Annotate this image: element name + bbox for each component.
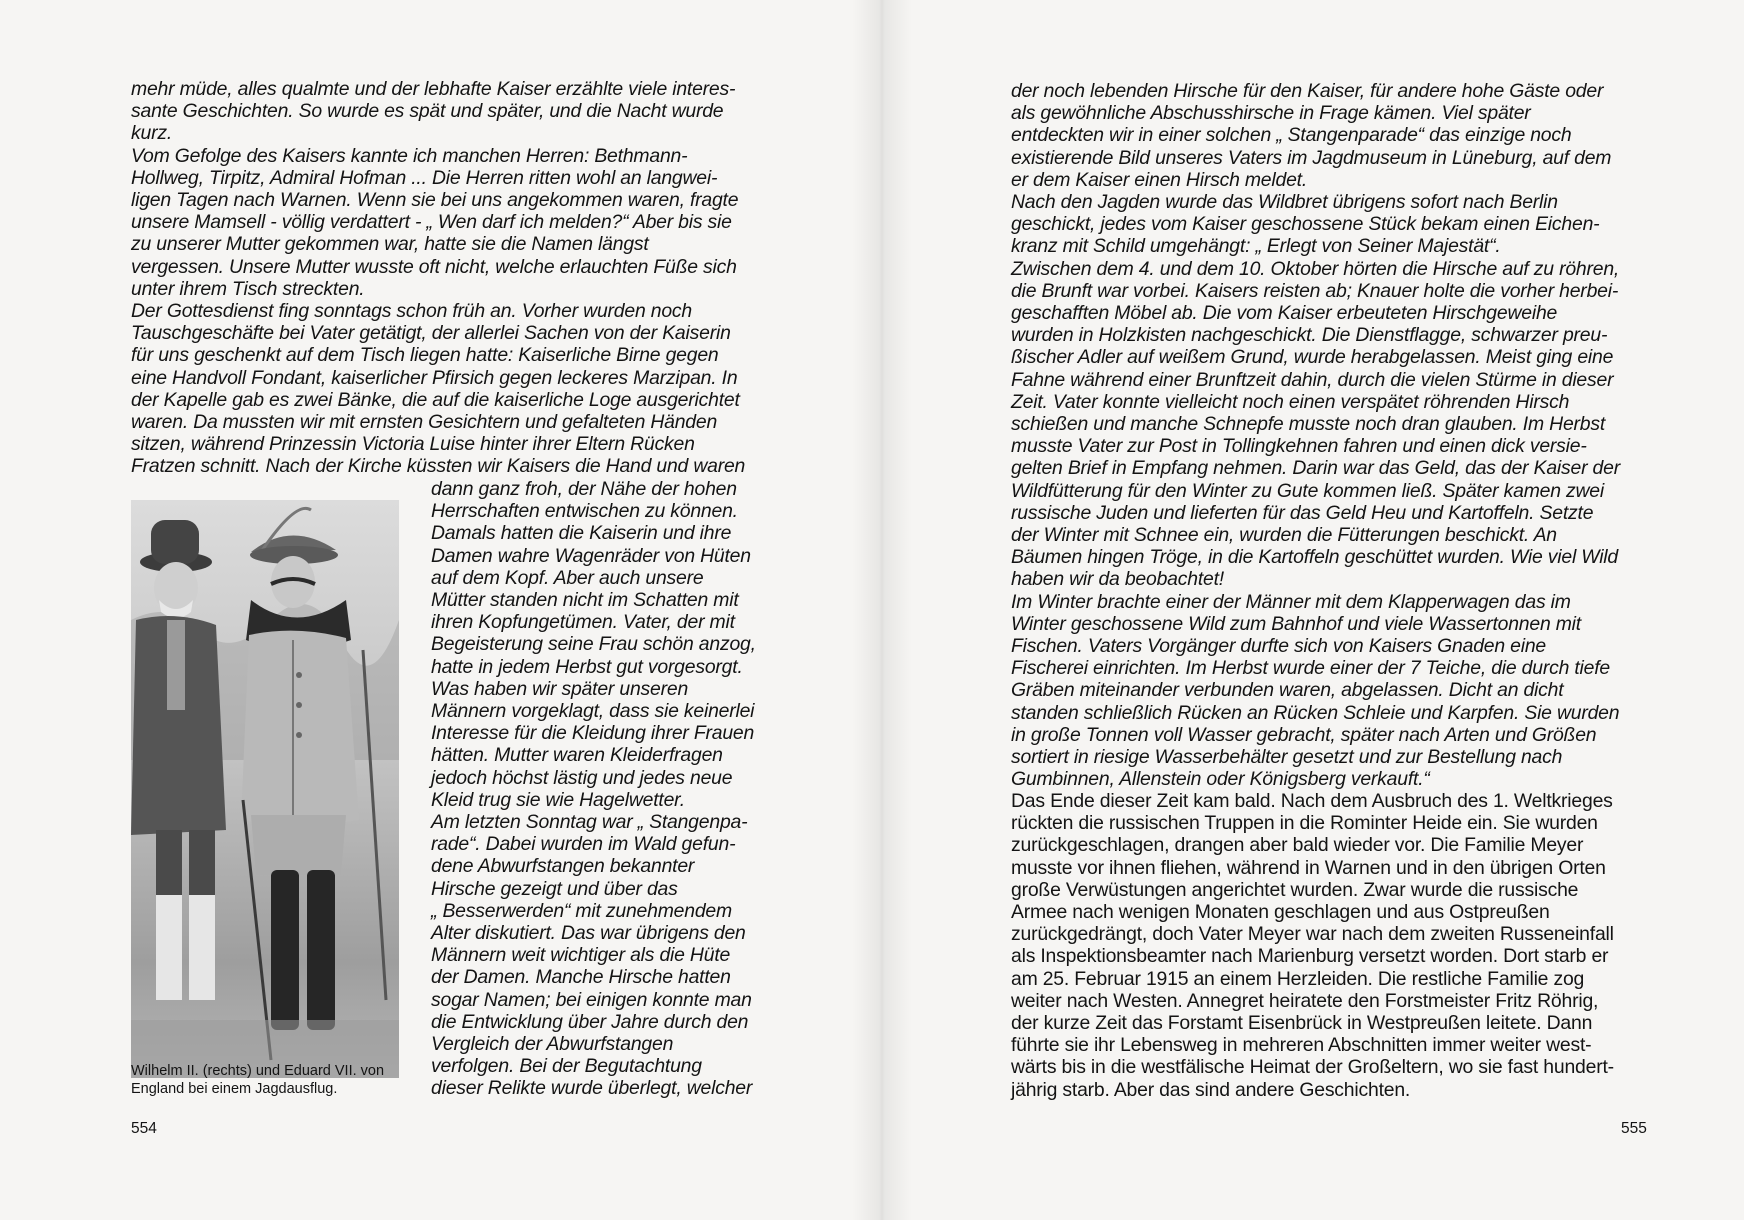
left-page-text-top: mehr müde, alles qualmte und der lebhafte Kaiser erzählte viele interes- sante Geschichten. So wurde es spät und später, und die Nacht wurde kurz. Vom Gefolge des Kaisers kannte ich manchen Herren: Bethmann- Hollweg, Tirpitz, Admiral Hofman ... Die Herren ritten wohl an langwei- ligen Tagen nach Warnen. Wenn sie bei uns angekommen waren, fragte unsere Mamsell - völlig verdattert - „ Wen darf ich melden?“ Aber bis sie zu unserer Mutter gekommen war, hatte sie die Namen längst vergessen. Unsere Mutter wusste oft nicht, welche erlauchten Füße sich unter ihrem Tisch streckten. Der Gottesdienst fing sonntags schon früh an. Vorher wurden noch Tauschgeschäfte bei Vater getätigt, der allerlei Sachen von der Kaiserin für uns geschenkt auf dem Tisch liegen hatte: Kaiserliche Birne gegen eine Handvoll Fondant, kaiserlicher Pfirsich gegen leckeres Marzipan. In der Kapelle gab es zwei Bänke, die auf die kaiserliche Loge ausgerichtet waren. Da mussten wir mit ernsten Gesichtern und gefalteten Händen sitzen, während Prinzessin Victoria Luise hinter ihrer Eltern Rücken Fratzen schnitt. Nach der Kirche küssten wir Kaisers die Hand und waren [131, 78, 746, 478]
photo-caption: Wilhelm II. (rechts) und Eduard VII. von England bei einem Jagdausflug. [131, 1063, 385, 1097]
right-page-text-upright: Das Ende dieser Zeit kam bald. Nach dem Ausbruch des 1. Weltkrieges rückten die russischen Truppen in die Rominter Heide ein. Sie wurden zurückgeschlagen, drangen aber bald wieder vor. Die Familie Meyer musste vor ihnen fliehen, während in Warnen und in den übrigen Orten große Verwüstungen angerichtet wurden. Zwar wurde die russische Armee nach wenigen Monaten geschlagen und aus Ostpreußen zurückgedrängt, doch Vater Meyer war nach dem zweiten Russeneinfall als Inspektionsbeamter nach Marienburg versetzt worden. Dort starb er am 25. Februar 1915 an einem Herzleiden. Die restliche Familie zog weiter nach Westen. Annegret heiratete den Forstmeister Fritz Röhrig, der kurze Zeit das Forstamt Eisenbrück in Westpreußen leitete. Dann führte sie ihr Lebensweg in mehreren Abschnitten immer weiter west- wärts bis in die westfälische Heimat der Großeltern, wo sie fast hundert- jährig starb. Aber das sind andere Geschichten. [1011, 790, 1614, 1101]
page-number-left: 554 [131, 1120, 157, 1137]
right-page [872, 0, 1744, 1220]
photo-illustration [131, 500, 399, 1078]
right-page-text-italic: der noch lebenden Hirsche für den Kaiser, für andere hohe Gäste oder als gewöhnliche Abschusshirsche in Frage kämen. Viel später entdeckten wir in einer solchen „ Stangenparade“ das einzige noch existierende Bild unseres Vaters im Jagdmuseum in Lüneburg, auf dem er dem Kaiser einen Hirsch meldet. Nach den Jagden wurde das Wildbret übrigens sofort nach Berlin geschickt, jedes vom Kaiser geschossene Stück bekam einen Eichen- kranz mit Schild umgehängt: „ Erlegt von Seiner Majestät“. Zwischen dem 4. und dem 10. Oktober hörten die Hirsche auf zu röhren, die Brunft war vorbei. Kaisers reisten ab; Knauer holte die vorher herbei- geschafften Möbel ab. Die vom Kaiser erbeuteten Hirschgeweihe wurden in Holzkisten nachgeschickt. Die Dienstflagge, schwarzer preu- ßischer Adler auf weißem Grund, wurde herabgelassen. Meist ging eine Fahne während einer Brunftzeit dahin, durch die vielen Stürme in dieser Zeit. Vater konnte vielleicht noch einen verspätet röhrenden Hirsch schießen und manche Schnepfe musste noch dran glauben. Im Herbst musste Vater zur Post in Tollingkehnen fahren und einen dick versie- gelten Brief in Empfang nehmen. Darin war das Geld, das der Kaiser der Wildfütterung für den Winter zu Gute kommen ließ. Später kamen zwei russische Juden und lieferten für das Geld Heu und Kartoffeln. Setzte der Winter mit Schnee ein, wurden die Fütterungen beschickt. An Bäumen hingen Tröge, in die Kartoffeln geschüttet wurden. Wie viel Wild haben wir da beobachtet! Im Winter brachte einer der Männer mit dem Klapperwagen das im Winter geschossene Wild zum Bahnhof und viele Wassertonnen mit Fischen. Vaters Vorgänger durfte sich von Kaisers Gnaden eine Fischerei einrichten. Im Herbst wurde einer der 7 Teiche, die durch tiefe Gräben miteinander verbunden waren, abgelassen. Dicht an dicht standen schließlich Rücken an Rücken Schleie und Karpfen. Sie wurden in große Tonnen voll Wasser gebracht, später nach Arten und Größen sortiert in riesige Wasserbehälter gesetzt und zur Bestellung nach Gumbinnen, Allenstein oder Königsberg verkauft.“ [1011, 80, 1620, 791]
hunting-photograph [131, 500, 399, 1078]
page-number-right: 555 [1621, 1120, 1647, 1137]
left-page-text-column: dann ganz froh, der Nähe der hohen Herrschaften entwischen zu können. Damals hatten die Kaiserin und ihre Damen wahre Wagenräder von Hüten auf dem Kopf. Aber auch unsere Mütter standen nicht im Schatten mit ihren Kopfungetümen. Vater, der mit Begeisterung seine Frau schön anzog, hatte in jedem Herbst gut vorgesorgt. Was haben wir später unseren Männern vorgeklagt, dass sie keinerlei Interesse für die Kleidung ihrer Frauen hätten. Mutter waren Kleiderfragen jedoch höchst lästig und jedes neue Kleid trug sie wie Hagelwetter. Am letzten Sonntag war „ Stangenpa- rade“. Dabei wurden im Wald gefun- dene Abwurfstangen bekannter Hirsche gezeigt und über das „ Besserwerden“ mit zunehmendem Alter diskutiert. Das war übrigens den Männern weit wichtiger als die Hüte der Damen. Manche Hirsche hatten sogar Namen; bei einigen konnte man die Entwicklung über Jahre durch den Vergleich der Abwurfstangen verfolgen. Bei der Begutachtung dieser Relikte wurde überlegt, welcher [431, 478, 756, 1100]
